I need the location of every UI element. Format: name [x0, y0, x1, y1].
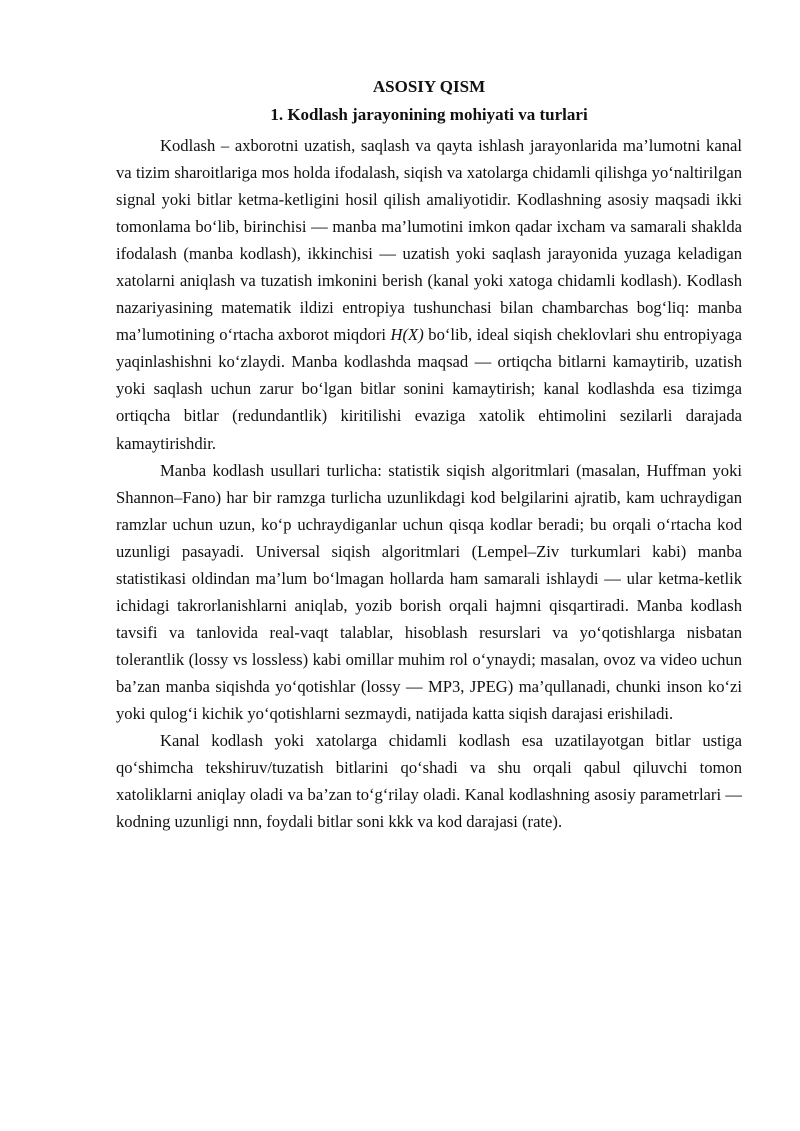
subsection-title: 1. Kodlash jarayonining mohiyati va turlari — [270, 105, 588, 124]
section-title: ASOSIY QISM — [372, 77, 486, 96]
paragraph-3: Kanal kodlash yoki xatolarga chidamli kodlash esa uzatilayotgan bitlar ustiga qo‘shimcha tekshiruv/tuzatish bitlarini qo‘shadi va shu orqali qabul qiluvchi tomon xatoliklarni aniqlay oladi va ba’zan to‘g‘rilay oladi. Kanal kodlashning asosiy parametrlari — kodning uzunligi nnn, foydali bitlar soni kkk va kod darajasi (rate). — [116, 731, 742, 832]
paragraph-1-text-after: bo‘lib, ideal siqish cheklovlari shu entropiyaga yaqinlashishni ko‘zlaydi. Manba kodlashda maqsad — ortiqcha bitlarni kamaytirib, uzatish yoki saqlash uchun zarur bo‘lgan bitlar sonini kamaytirish; kanal kodlashda esa tizimga ortiqcha bitlar (redundantlik) kiritilishi evaziga xatolik ehtimolini sezilarli darajada kamaytirishdir. — [116, 325, 742, 453]
paragraph-1 — [116, 132, 742, 457]
document-page — [116, 74, 742, 835]
paragraph-1-text-before: Kodlash – axborotni uzatish, saqlash va qayta ishlash jarayonlarida ma’lumotni kanal va tizim sharoitlariga mos holda ifodalash, siqish va xatolarga chidamli qilishga yo‘naltirilgan signal yoki bitlar ketma-ketligini hosil qilish amaliyotidir. Kodlashning asosiy maqsadi ikki tomonlama bo‘lib, birinchisi — manba ma’lumotini imkon qadar ixcham va samarali shaklda ifodalash (manba kodlash), ikkinchisi — uzatish yoki saqlash jarayonida yuzaga keladigan xatolarni aniqlash va tuzatish imkonini berish (kanal yoki xatoga chidamli kodlash). Kodlash nazariyasining matematik ildizi entropiya tushunchasi bilan chambarchas bog‘liq: manba ma’lumotining o‘rtacha axborot miqdori — [116, 136, 742, 345]
entropy-formula: H(X) — [390, 325, 424, 345]
paragraph-2: Manba kodlash usullari turlicha: statistik siqish algoritmlari (masalan, Huffman yoki Shannon–Fano) har bir ramzga turlicha uzunlikdagi kod belgilarini ajratib, kam uchraydigan ramzlar uchun uzun, ko‘p uchraydiganlar uchun qisqa kodlar beradi; bu orqali o‘rtacha kod uzunligi pasayadi. Universal siqish algoritmlari (Lempel–Ziv turkumlari kabi) manba statistikasi oldindan ma’lum bo‘lmagan hollarda ham samarali ishlaydi — ular ketma-ketlik ichidagi takrorlanishlarni aniqlab, yozib borish orqali hajmni qisqartiradi. Manba kodlash tavsifi va tanlovida real-vaqt talablar, hisoblash resurslari va yo‘qotishlarga nisbatan tolerantlik (lossy vs lossless) kabi omillar muhim rol o‘ynaydi; masalan, ovoz va video uchun ba’zan manba siqishda yo‘qotishlar (lossy — MP3, JPEG) ma’qullanadi, chunki inson ko‘zi yoki qulog‘i kichik yo‘qotishlarni sezmaydi, natijada katta siqish darajasi erishiladi. — [116, 460, 742, 723]
